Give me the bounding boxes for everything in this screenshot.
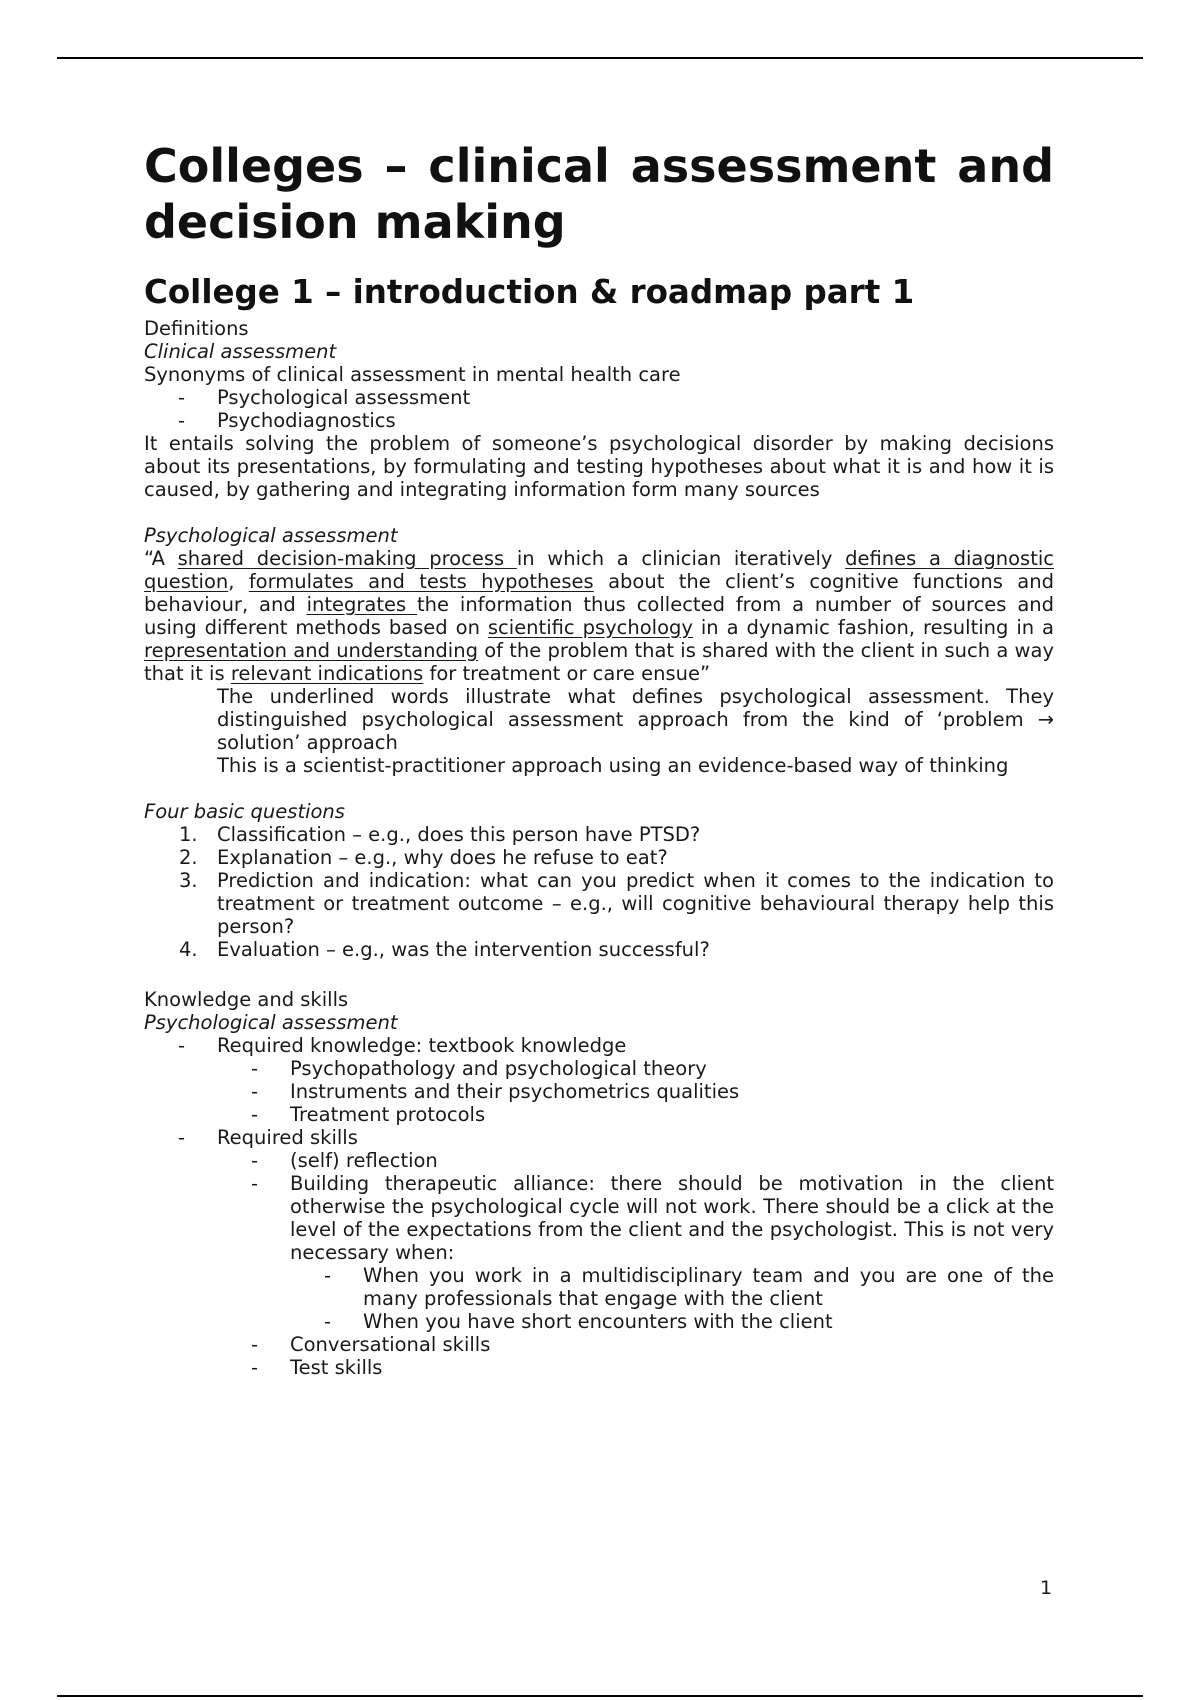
- list-item: - Psychodiagnostics: [178, 409, 396, 432]
- header-rule: [57, 57, 1143, 59]
- underlined-term: shared decision-making process: [177, 547, 517, 570]
- page-number: 1: [1040, 1577, 1053, 1599]
- underlined-term: relevant indications: [230, 662, 424, 685]
- document-title: Colleges – clinical assessment and decision making: [144, 139, 1054, 249]
- definition-quote: “A shared decision-making process in which a clinician iteratively defines a diagnostic question, formulates and tests hypotheses about the client’s cognitive functions and behaviour, and integrates the information thus collected from a number of sources and using different methods based on scientific psychology in a dynamic fashion, resulting in a representation and understanding of the problem that is shared with the client in such a way that it is relevant indications for treatment or care ensue”: [144, 547, 1055, 685]
- underlined-term: scientific psychology: [487, 616, 693, 639]
- underline-note: The underlined words illustrate what defines psychological assessment. They distinguished psychological assessment approach from the kind of ‘problem → solution’ approach: [217, 685, 1054, 754]
- psychological-assessment-subheading: Psychological assessment: [144, 524, 398, 547]
- synonyms-list: [144, 386, 1054, 432]
- list-item: - Conversational skills: [251, 1333, 491, 1356]
- underlined-term: formulates and tests hypotheses: [248, 570, 594, 593]
- list-item: - Psychopathology and psychological theory: [251, 1057, 707, 1080]
- dash-bullet: -: [178, 409, 186, 432]
- underlined-term: integrates: [306, 593, 418, 616]
- four-questions-subheading: Four basic questions: [144, 800, 345, 823]
- list-item: - Instruments and their psychometrics qualities: [251, 1080, 740, 1103]
- document-body: [144, 138, 1054, 1379]
- clinical-assessment-subheading: Clinical assessment: [144, 340, 337, 363]
- list-item: 3. Prediction and indication: what can you predict when it comes to the indication to treatment or treatment outcome – e.g., will cognitive behavioural therapy help this person?: [179, 869, 1054, 938]
- dash-bullet: -: [178, 386, 186, 409]
- list-item: - When you work in a multidisciplinary team and you are one of the many professionals that engage with the client: [324, 1264, 1054, 1310]
- underlined-term: defines a diagnostic question: [144, 547, 1054, 593]
- list-item: - Building therapeutic alliance: there should be motivation in the client otherwise the psychological cycle will not work. There should be a click at the level of the expectations from the client and the psychologist. This is not very necessary when: - When you work in a multidisciplinary team and you are one of the many professionals that engage with the client - When you have short encounters with the client: [251, 1172, 1054, 1333]
- knowledge-subheading: Psychological assessment: [144, 1011, 398, 1034]
- list-item: - Required knowledge: textbook knowledge - Psychopathology and psychological theory - Instruments and their psychometrics qualities - Treatment protocols: [144, 1034, 1054, 1126]
- clinical-assessment-paragraph: It entails solving the problem of someone’s psychological disorder by making decisions about its presentations, by formulating and testing hypotheses about what it is and how it is caused, by gathering and integrating information form many sources: [144, 432, 1054, 501]
- knowledge-skills-heading: Knowledge and skills: [144, 988, 349, 1011]
- underlined-term: representation and understanding: [144, 639, 478, 662]
- definitions-heading: Definitions: [144, 317, 249, 340]
- four-questions-list: [144, 823, 1054, 961]
- list-item: - Required skills - (self) reflection - Building therapeutic alliance: there should be motivation in the client otherwise the psychological cycle will not work. There should be a click at the level of the expectations from the client and the psychologist. This is not very necessary when: - When you work in a multidisciplinary team and you are one of the many professionals that engage with the client - When you have short encounters with the client - Conversational skills - Test skills: [178, 1126, 1054, 1379]
- section-heading: College 1 – introduction & roadmap part 1: [144, 273, 915, 311]
- synonyms-intro: Synonyms of clinical assessment in mental health care: [144, 363, 681, 386]
- list-item: - (self) reflection: [251, 1149, 438, 1172]
- list-item: - Test skills: [251, 1356, 383, 1379]
- list-item: 1. Classification – e.g., does this person have PTSD?: [179, 823, 701, 846]
- footer-rule: [57, 1695, 1143, 1697]
- list-item: - When you have short encounters with the client: [324, 1310, 833, 1333]
- list-item: 2. Explanation – e.g., why does he refuse to eat?: [179, 846, 668, 869]
- knowledge-skills-list: [144, 1034, 1054, 1379]
- list-item: 4. Evaluation – e.g., was the intervention successful?: [179, 938, 710, 961]
- list-item: - Psychological assessment: [178, 386, 471, 409]
- list-item: - Treatment protocols: [251, 1103, 486, 1126]
- scientist-practitioner-note: This is a scientist-practitioner approach using an evidence-based way of thinking: [217, 754, 1009, 777]
